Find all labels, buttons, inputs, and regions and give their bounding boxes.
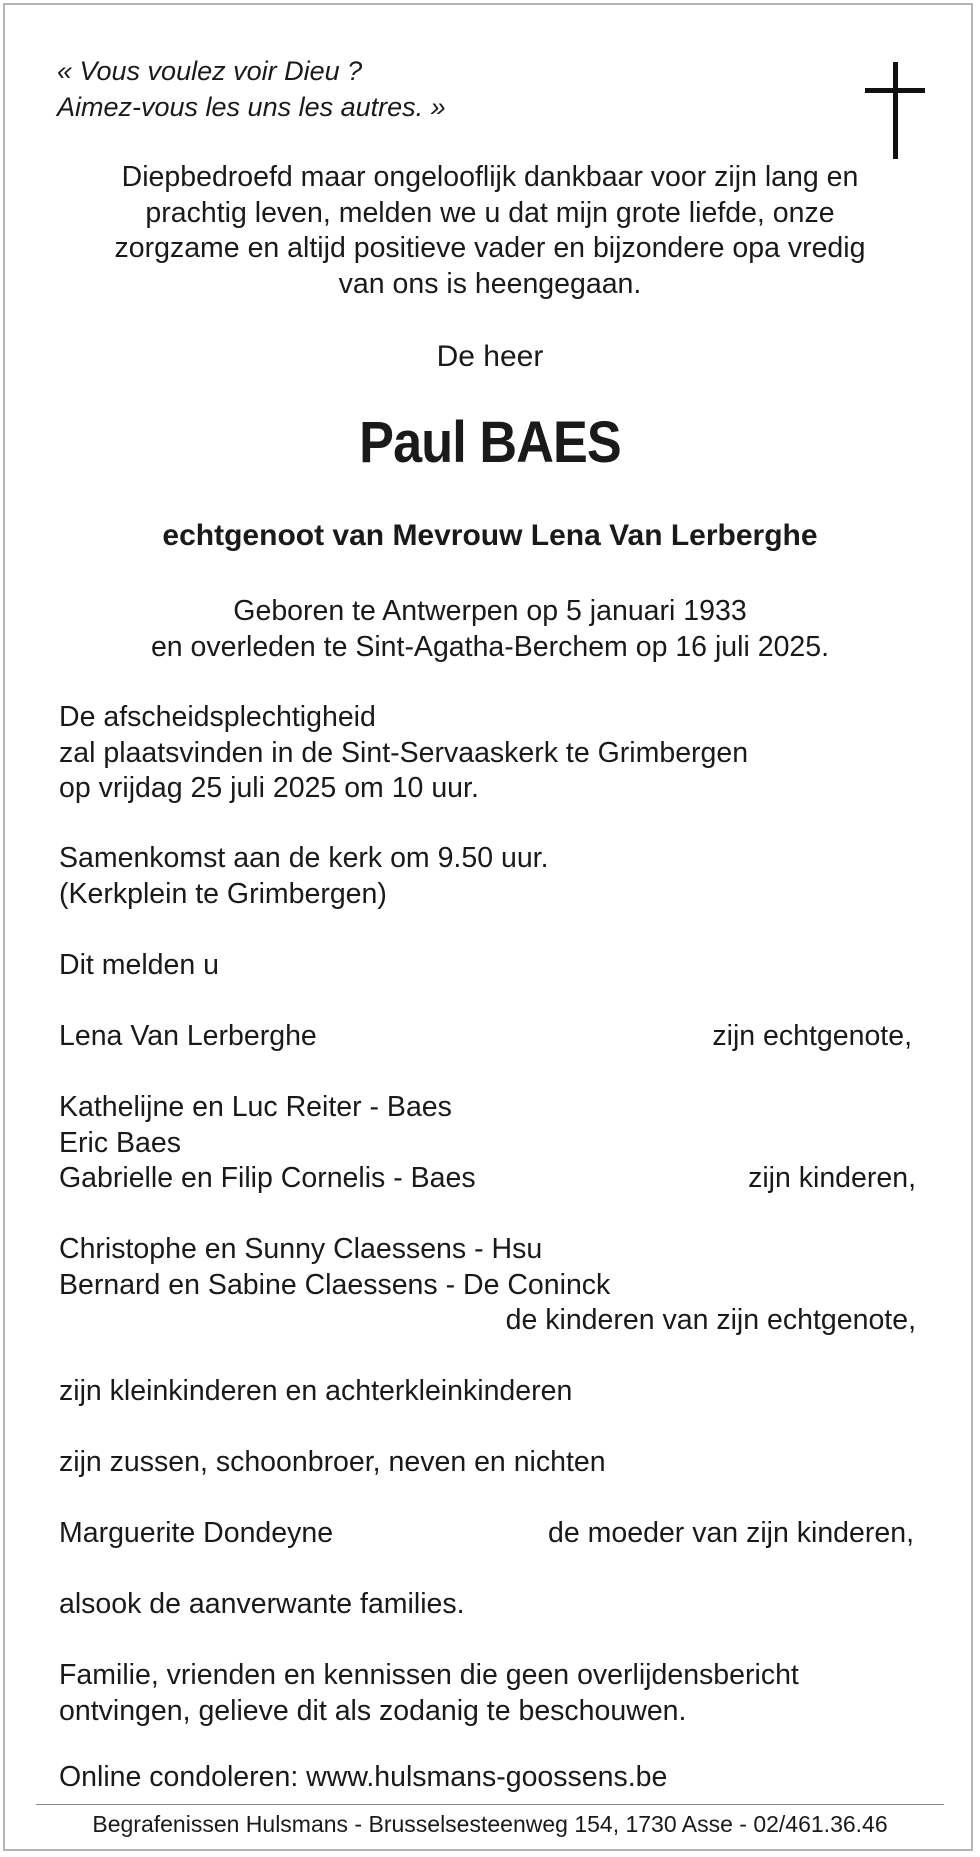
deceased-name: Paul BAES [359,410,621,475]
quote-line-1: « Vous voulez voir Dieu ? [57,56,363,86]
born-line: Geboren te Antwerpen op 5 januari 1933 [233,595,747,627]
announced-by: Dit melden u [59,949,219,981]
grandchildren: zijn kleinkinderen en achterkleinkinderen [59,1375,573,1407]
intro-line-1: Diepbedroefd maar ongelooflijk dankbaar voor zijn lang en [121,161,859,193]
stepchildren-role: de kinderen van zijn echtgenote, [505,1304,916,1336]
condolences-link[interactable]: Online condoleren: www.hulsmans-goossens.be [59,1761,668,1793]
quote-line-2: Aimez-vous les uns les autres. » [57,91,446,122]
stepchild-name: Christophe en Sunny Claessens - Hsu [59,1233,543,1265]
children-role: zijn kinderen, [748,1162,916,1194]
notice-line-2: ontvingen, gelieve dit als zodanig te beschouwen. [59,1694,687,1727]
died-line: en overleden te Sint-Agatha-Berchem op 16 juli 2025. [150,630,830,663]
birth-death-info [40,594,940,665]
gathering-line-2: (Kerkplein te Grimbergen) [59,877,387,910]
gathering-line-1: Samenkomst aan de kerk om 9.50 uur. [59,842,549,874]
notice-line-1: Familie, vrienden en kennissen die geen overlijdensbericht [59,1659,799,1691]
honorific-title: De heer [436,340,544,373]
footer-divider [36,1804,944,1805]
child-name: Kathelijne en Luc Reiter - Baes [59,1091,452,1123]
spouse-name: Lena Van Lerberghe [59,1020,317,1052]
ceremony-info [59,700,748,807]
child-name: Gabrielle en Filip Cornelis - Baes [59,1162,476,1194]
spouse-role: zijn echtgenote, [712,1020,912,1052]
intro-line-2: prachtig leven, melden we u dat mijn grote liefde, onze [145,196,835,229]
ceremony-line-2: zal plaatsvinden in de Sint-Servaaskerk te Grimbergen [59,736,749,769]
cross-icon [865,62,925,159]
intro-paragraph [40,160,940,302]
epigraph-quote [57,54,446,125]
stepchild-name: Bernard en Sabine Claessens - De Coninck [59,1268,611,1301]
spouse-line: echtgenoot van Mevrouw Lena Van Lerberghe [162,519,818,552]
intro-line-4: van ons is heengegaan. [338,267,642,300]
siblings: zijn zussen, schoonbroer, neven en nichten [59,1446,606,1478]
mother-of-children-role: de moeder van zijn kinderen, [548,1517,914,1549]
funeral-home-footer: Begrafenissen Hulsmans - Brusselsesteenweg 154, 1730 Asse - 02/461.36.46 [92,1811,888,1837]
relatives: alsook de aanverwante families. [59,1588,465,1620]
notice-paragraph [59,1658,799,1729]
ceremony-line-1: De afscheidsplechtigheid [59,701,376,733]
ceremony-line-3: op vrijdag 25 juli 2025 om 10 uur. [59,772,479,804]
child-name: Eric Baes [59,1126,181,1159]
mother-of-children-name: Marguerite Dondeyne [59,1517,334,1549]
children-list [59,1090,476,1197]
intro-line-3: zorgzame en altijd positieve vader en bijzondere opa vredig [114,232,866,264]
stepchildren-list [59,1232,610,1303]
gathering-info [59,841,549,912]
